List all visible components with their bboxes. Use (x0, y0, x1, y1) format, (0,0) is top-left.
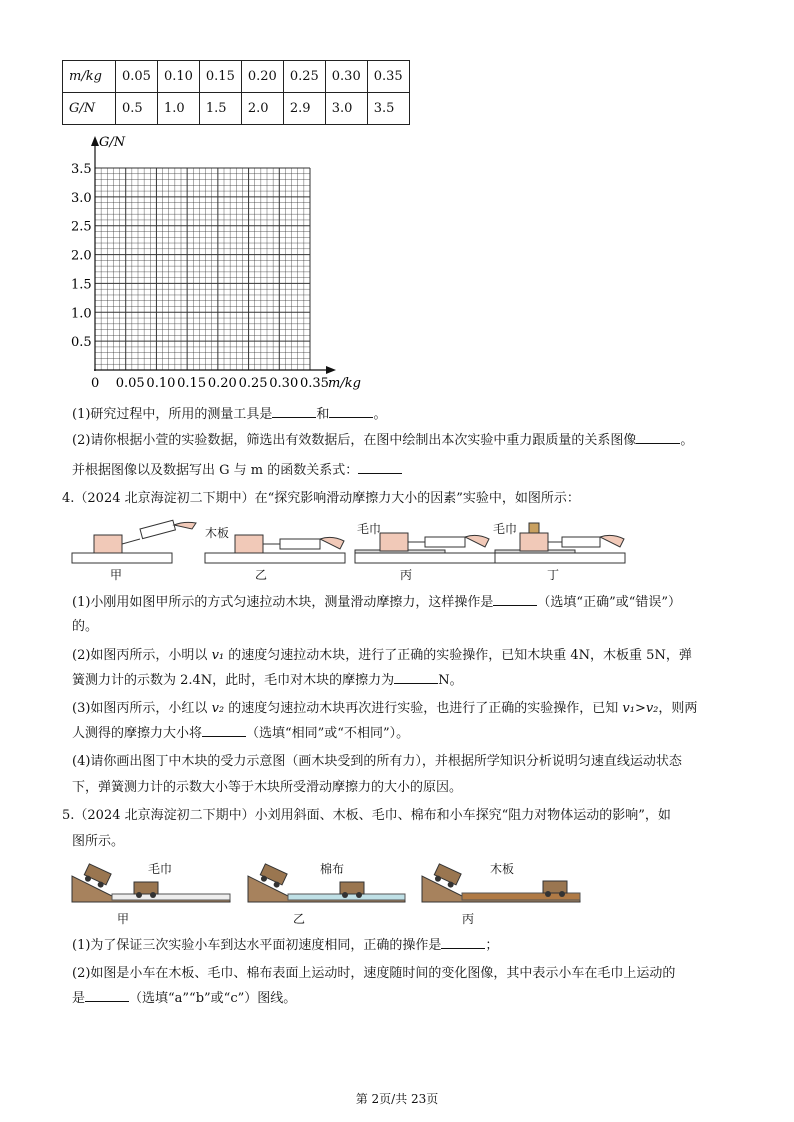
figure-bing (355, 533, 495, 563)
answer-blank[interactable] (394, 669, 438, 684)
answer-blank[interactable] (358, 459, 402, 474)
x-tick-label: 0 (91, 376, 100, 391)
caption-bing: 丙 (462, 912, 475, 926)
answer-blank[interactable] (493, 591, 537, 606)
q5-part2: (2)如图是小车在木板、毛巾、棉布表面上运动时，速度随时间的变化图像，其中表示小车在毛巾上运动的 (72, 966, 676, 981)
answer-blank[interactable] (329, 403, 373, 418)
answer-blank[interactable] (85, 987, 129, 1002)
q4-part4-b: 下，弹簧测力计的示数大小等于木块所受滑动摩擦力的大小的原因。 (72, 780, 463, 795)
caption-jia: 甲 (117, 912, 130, 926)
q4-part4: (4)请你画出图丁中木块的受力示意图（画木块受到的所有力），并根据所学知识分析说明匀速直线运动状态 (72, 754, 682, 769)
x-tick-label: 0.25 (238, 376, 268, 391)
caption-jia: 甲 (110, 568, 123, 582)
label-muban: 木板 (205, 526, 230, 540)
table-cell: 3.0 (325, 93, 367, 125)
y-axis-label: G/N (99, 135, 126, 150)
graph-paper-chart[interactable] (0, 130, 400, 400)
q4-part3-b: 人测得的摩擦力大小将 （选填“相同”或“不相同”）。 (72, 721, 732, 747)
table-cell: 0.5 (116, 93, 158, 125)
table-cell: 0.25 (283, 61, 325, 93)
y-tick-label: 3.0 (71, 190, 92, 206)
caption-yi: 乙 (255, 568, 268, 582)
table-cell: 0.05 (116, 61, 158, 93)
q4-part1-end: 的。 (72, 619, 99, 634)
answer-blank[interactable] (441, 934, 485, 949)
q3-part1: (1)研究过程中，所用的测量工具是 和 。 (72, 402, 732, 428)
table-header-weight: G/N (63, 93, 116, 125)
y-tick-label: 0.5 (71, 335, 92, 351)
q4-part1: (1)小刚用如图甲所示的方式匀速拉动木块，测量滑动摩擦力，这样操作是 （选填“正确”或“错误”） (72, 590, 742, 616)
table-cell: 2.0 (241, 93, 283, 125)
table-header-mass: m/kg (63, 61, 116, 93)
label-towel: 毛巾 (148, 862, 173, 876)
table-cell: 0.35 (367, 61, 409, 93)
table-cell: 0.15 (199, 61, 241, 93)
answer-blank[interactable] (202, 722, 246, 737)
x-axis-arrow (326, 366, 336, 374)
q3-part2: (2)请你根据小萱的实验数据，筛选出有效数据后，在图中绘制出本次实验中重力跟质量的关系图像 。 (72, 428, 752, 454)
table-cell: 1.0 (157, 93, 199, 125)
page-footer: 第 2页/共 23页 (355, 1092, 439, 1106)
caption-yi: 乙 (293, 912, 306, 926)
x-tick-label: 0.30 (269, 376, 299, 391)
y-tick-label: 2.0 (71, 248, 92, 264)
table-cell: 0.30 (325, 61, 367, 93)
friction-experiment-figures (70, 515, 630, 575)
q5-part1: (1)为了保证三次实验小车到达水平面初速度相同，正确的操作是 ； (72, 933, 732, 959)
q5-header-b: 图所示。 (72, 834, 125, 849)
q4-part2-b: 簧测力计的示数为 2.4N，此时，毛巾对木块的摩擦力为 N。 (72, 668, 732, 694)
table-cell: 0.20 (241, 61, 283, 93)
y-tick-label: 1.0 (71, 306, 92, 322)
y-tick-label: 3.5 (71, 162, 92, 177)
table-cell: 0.10 (157, 61, 199, 93)
label-cloth: 棉布 (320, 862, 345, 876)
q4-part2: (2)如图丙所示，小明以 v₁ 的速度匀速拉动木块，进行了正确的实验操作，已知木块重 4N，木板重 5N，弹 (72, 648, 692, 663)
y-tick-label: 1.5 (71, 277, 92, 293)
q4-header: 4.（2024 北京海淀初二下期中）在“探究影响滑动摩擦力大小的因素”实验中，如图所示： (62, 491, 580, 506)
x-tick-label: 0.20 (207, 376, 237, 391)
y-axis-arrow (91, 136, 99, 146)
table-cell: 3.5 (367, 93, 409, 125)
mass-weight-table (62, 60, 410, 125)
caption-bing: 丙 (400, 568, 413, 582)
answer-blank[interactable] (272, 403, 316, 418)
x-axis-label: m/kg (328, 376, 361, 391)
q4-part3: (3)如图丙所示，小红以 v₂ 的速度匀速拉动木块再次进行实验，也进行了正确的实验操作，已知 v₁>v₂，则两 (72, 701, 698, 716)
y-tick-label: 2.5 (71, 219, 92, 235)
x-tick-label: 0.05 (115, 376, 145, 391)
x-tick-label: 0.10 (146, 376, 176, 391)
figure-jia (72, 520, 196, 563)
label-maojin: 毛巾 (357, 522, 382, 536)
q5-header: 5.（2024 北京海淀初二下期中）小刘用斜面、木板、毛巾、棉布和小车探究“阻力对物体运动的影响”，如 (62, 808, 671, 823)
x-tick-label: 0.35 (300, 376, 329, 391)
table-cell: 2.9 (283, 93, 325, 125)
x-tick-label: 0.15 (177, 376, 207, 391)
q5-part2-b: 是 （选填“a”“b”或“c”）图线。 (72, 986, 732, 1012)
table-row (63, 93, 410, 125)
table-row (63, 61, 410, 93)
q3-part2-formula: 并根据图像以及数据写出 G 与 m 的函数关系式： (72, 458, 732, 484)
caption-ding: 丁 (547, 568, 560, 582)
label-maojin: 毛巾 (493, 522, 518, 536)
table-cell: 1.5 (199, 93, 241, 125)
label-wood: 木板 (490, 862, 515, 876)
answer-blank[interactable] (636, 429, 680, 444)
